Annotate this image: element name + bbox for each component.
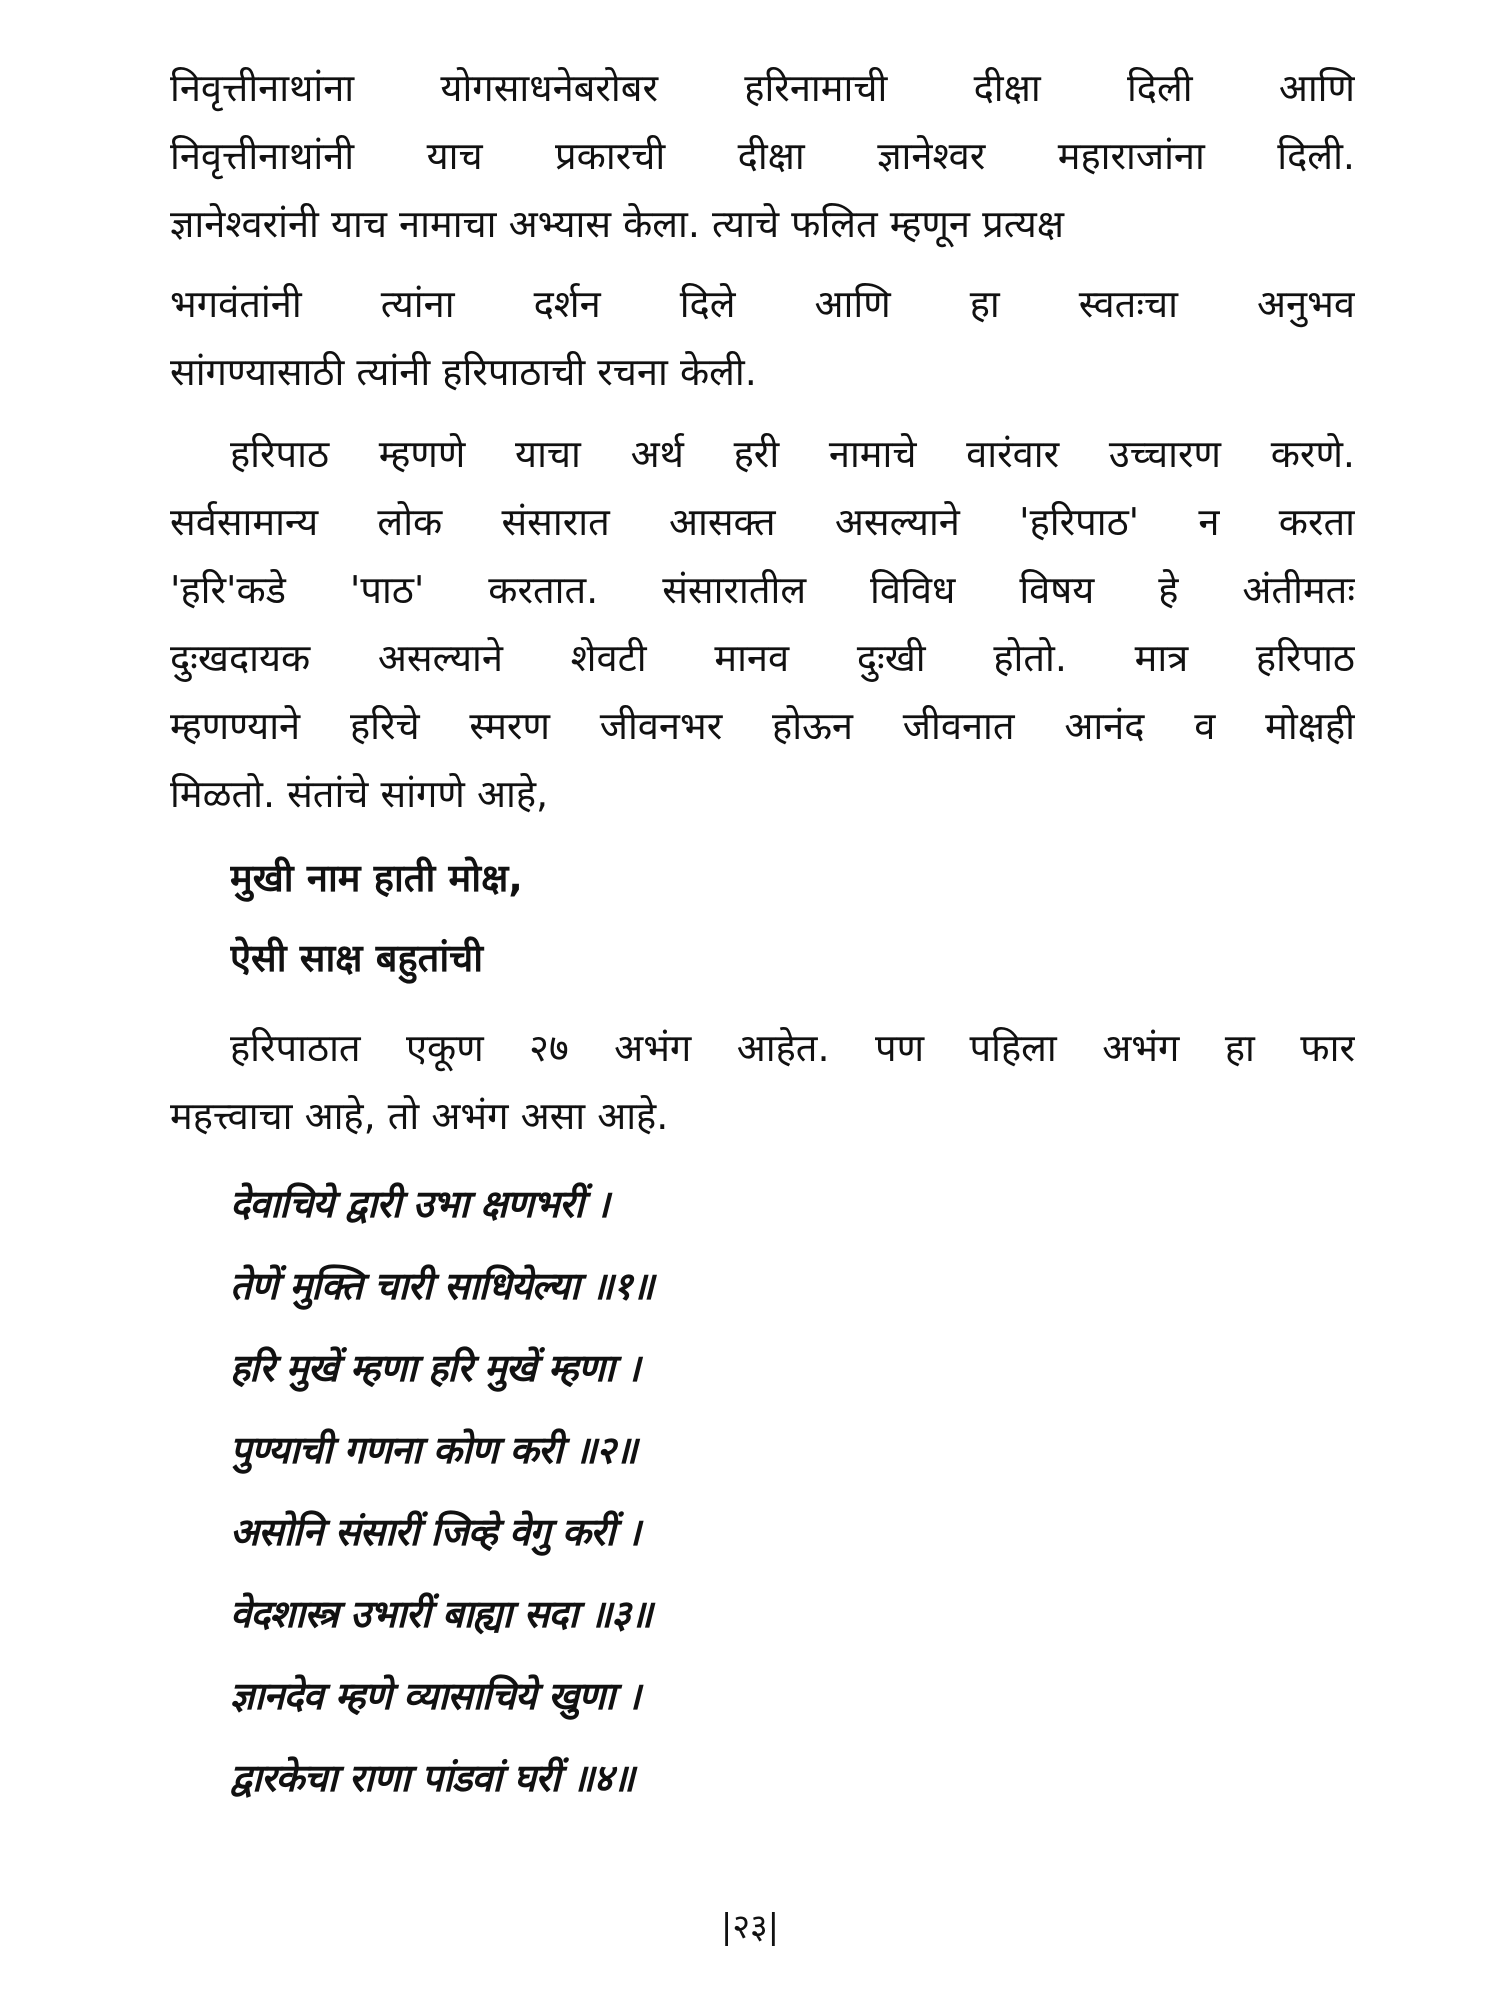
paragraph2-line-2: सर्वसामान्य लोक संसारात आसक्त असल्याने 'हरिपाठ' न करता	[170, 500, 1355, 544]
paragraph2-line-1: हरिपाठ म्हणणे याचा अर्थ हरी नामाचे वारंवार उच्चारण करणे.	[230, 432, 1355, 476]
abhang-line-6: वेदशास्त्र उभारीं बाह्या सदा ॥३॥	[230, 1592, 652, 1636]
abhang-line-3: हरि मुखें म्हणा हरि मुखें म्हणा ।	[230, 1346, 640, 1390]
abhang-line-4: पुण्याची गणना कोण करी ॥२॥	[230, 1428, 637, 1472]
paragraph1-line-2: निवृत्तीनाथांनी याच प्रकारची दीक्षा ज्ञानेश्वर महाराजांना दिली.	[170, 134, 1355, 178]
paragraph1-line-1: निवृत्तीनाथांना योगसाधनेबरोबर हरिनामाची दीक्षा दिली आणि	[170, 66, 1355, 110]
paragraph1-line-4: भगवंतांनी त्यांना दर्शन दिले आणि हा स्वतःचा अनुभव	[170, 282, 1355, 326]
paragraph3-line-1: हरिपाठात एकूण २७ अभंग आहेत. पण पहिला अभंग हा फार	[230, 1026, 1355, 1070]
abhang-line-5: असोनि संसारीं जिव्हे वेगु करीं ।	[230, 1510, 640, 1554]
quote-line-1: मुखी नाम हाती मोक्ष,	[230, 856, 523, 900]
paragraph2-line-3: 'हरि'कडे 'पाठ' करतात. संसारातील विविध विषय हे अंतीमतः	[170, 568, 1355, 612]
paragraph2-line-6: मिळतो. संतांचे सांगणे आहे,	[170, 772, 549, 816]
abhang-line-2: तेणें मुक्ति चारी साधियेल्या ॥१॥	[230, 1264, 654, 1308]
paragraph2-line-4: दुःखदायक असल्याने शेवटी मानव दुःखी होतो. मात्र हरिपाठ	[170, 636, 1355, 680]
paragraph1-line-3: ज्ञानेश्वरांनी याच नामाचा अभ्यास केला. त्याचे फलित म्हणून प्रत्यक्ष	[170, 202, 1065, 246]
quote-line-2: ऐसी साक्ष बहुतांची	[230, 936, 484, 980]
abhang-line-1: देवाचिये द्वारी उभा क्षणभरीं ।	[230, 1182, 609, 1226]
paragraph1-line-5: सांगण्यासाठी त्यांनी हरिपाठाची रचना केली.	[170, 350, 757, 394]
page-number: |२३|	[720, 1907, 780, 1947]
paragraph2-line-5: म्हणण्याने हरिचे स्मरण जीवनभर होऊन जीवनात आनंद व मोक्षही	[170, 704, 1355, 748]
abhang-line-8: द्वारकेचा राणा पांडवां घरीं ॥४॥	[230, 1756, 634, 1800]
abhang-line-7: ज्ञानदेव म्हणे व्यासाचिये खुणा ।	[230, 1674, 640, 1718]
paragraph3-line-2: महत्त्वाचा आहे, तो अभंग असा आहे.	[170, 1094, 669, 1138]
